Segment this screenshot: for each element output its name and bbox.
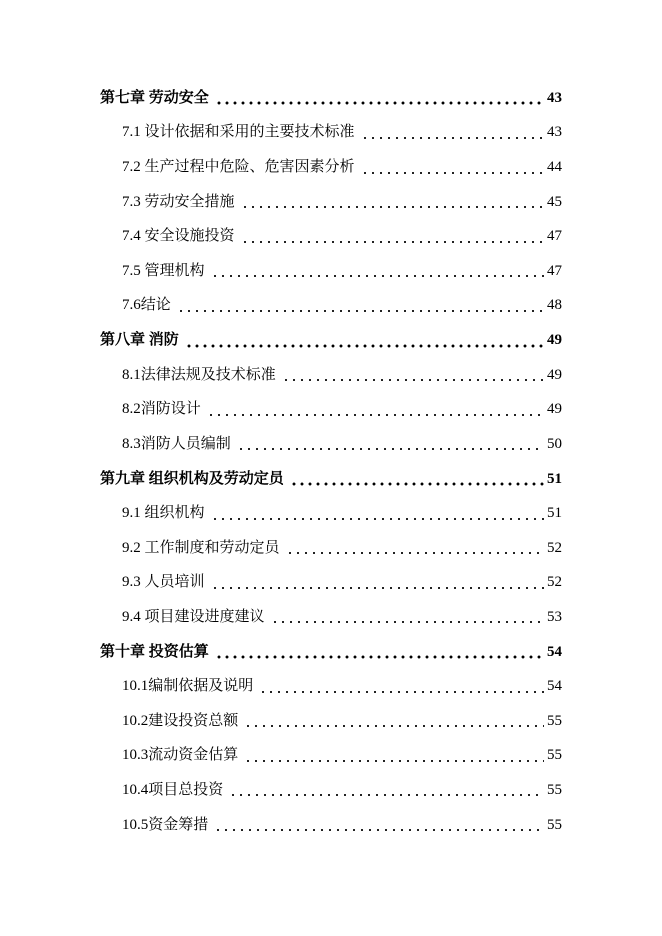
toc-page-number: 53 — [547, 608, 562, 625]
dot-leader — [214, 828, 544, 832]
dot-leader — [185, 344, 544, 348]
toc-page-number: 49 — [547, 366, 562, 383]
dot-leader — [361, 136, 544, 140]
toc-page-number: 55 — [547, 781, 562, 798]
toc-entry-title: 10.1编制依据及说明 — [122, 678, 254, 695]
toc-entry-title: 8.3消防人员编制 — [122, 435, 231, 452]
dot-leader — [290, 482, 544, 486]
toc-page-number: 48 — [547, 297, 562, 314]
toc-entry-title: 7.2 生产过程中危险、危害因素分析 — [122, 159, 355, 176]
toc-entry-title: 10.3流动资金估算 — [122, 747, 239, 764]
dot-leader — [244, 759, 544, 763]
toc-section-7-5[interactable] — [100, 254, 562, 289]
dot-leader — [271, 620, 544, 624]
dot-leader — [177, 309, 544, 313]
dot-leader — [215, 655, 544, 659]
dot-leader — [211, 586, 544, 590]
toc-entry-title: 第十章 投资估算 — [100, 643, 209, 660]
toc-entry-title: 9.4 项目建设进度建议 — [122, 608, 265, 625]
toc-page-number: 51 — [547, 505, 562, 522]
toc-page-number: 49 — [547, 401, 562, 418]
dot-leader — [361, 171, 544, 175]
toc-entry-title: 10.5资金筹措 — [122, 816, 209, 833]
toc-section-10-2[interactable] — [100, 704, 562, 739]
toc-section-9-4[interactable] — [100, 600, 562, 635]
toc-entry-title: 9.1 组织机构 — [122, 505, 205, 522]
toc-section-8-2[interactable] — [100, 392, 562, 427]
toc-page-number: 51 — [547, 470, 562, 487]
toc-page-number: 49 — [547, 332, 562, 349]
toc-entry-title: 7.4 安全设施投资 — [122, 228, 235, 245]
toc-page-number: 54 — [547, 678, 562, 695]
toc-chapter-8[interactable] — [100, 323, 562, 358]
toc-entry-title: 7.1 设计依据和采用的主要技术标准 — [122, 124, 355, 141]
toc-section-8-1[interactable] — [100, 358, 562, 393]
toc-chapter-7[interactable] — [100, 81, 562, 116]
dot-leader — [259, 690, 544, 694]
dot-leader — [286, 551, 544, 555]
dot-leader — [207, 413, 544, 417]
toc-page-number: 50 — [547, 435, 562, 452]
toc-page-number: 52 — [547, 539, 562, 556]
toc-section-10-5[interactable] — [100, 808, 562, 843]
toc-entry-title: 8.1法律法规及技术标准 — [122, 366, 276, 383]
toc-section-7-3[interactable] — [100, 185, 562, 220]
toc-chapter-9[interactable] — [100, 462, 562, 497]
toc-section-7-4[interactable] — [100, 219, 562, 254]
toc-section-10-3[interactable] — [100, 739, 562, 774]
dot-leader — [241, 240, 544, 244]
toc-entry-title: 第七章 劳动安全 — [100, 89, 209, 106]
dot-leader — [211, 274, 544, 278]
dot-leader — [229, 793, 544, 797]
toc-entry-title: 9.2 工作制度和劳动定员 — [122, 539, 280, 556]
toc-entry-title: 9.3 人员培训 — [122, 574, 205, 591]
toc-section-10-4[interactable] — [100, 773, 562, 808]
toc-section-8-3[interactable] — [100, 427, 562, 462]
toc-page-number: 55 — [547, 816, 562, 833]
toc-entry-title: 第八章 消防 — [100, 332, 179, 349]
toc-section-9-2[interactable] — [100, 531, 562, 566]
toc-section-10-1[interactable] — [100, 669, 562, 704]
toc-entry-title: 10.2建设投资总额 — [122, 712, 239, 729]
toc-section-7-2[interactable] — [100, 150, 562, 185]
toc-chapter-10[interactable] — [100, 635, 562, 670]
toc-page-number: 43 — [547, 124, 562, 141]
dot-leader — [241, 205, 544, 209]
toc-page-number: 52 — [547, 574, 562, 591]
toc-page-number: 47 — [547, 228, 562, 245]
table-of-contents — [100, 81, 562, 842]
toc-page-number: 45 — [547, 193, 562, 210]
toc-entry-title: 8.2消防设计 — [122, 401, 201, 418]
toc-entry-title: 第九章 组织机构及劳动定员 — [100, 470, 284, 487]
toc-page-number: 55 — [547, 712, 562, 729]
toc-section-7-6[interactable] — [100, 289, 562, 324]
toc-page-number: 44 — [547, 159, 562, 176]
toc-page-number: 43 — [547, 89, 562, 106]
toc-page-number: 54 — [547, 643, 562, 660]
toc-page-number: 55 — [547, 747, 562, 764]
toc-entry-title: 7.6结论 — [122, 297, 171, 314]
toc-entry-title: 7.3 劳动安全措施 — [122, 193, 235, 210]
toc-section-9-3[interactable] — [100, 566, 562, 601]
toc-section-9-1[interactable] — [100, 496, 562, 531]
toc-entry-title: 10.4项目总投资 — [122, 781, 224, 798]
dot-leader — [282, 378, 544, 382]
toc-entry-title: 7.5 管理机构 — [122, 262, 205, 279]
dot-leader — [215, 101, 544, 105]
dot-leader — [211, 517, 544, 521]
dot-leader — [244, 724, 544, 728]
toc-page-number: 47 — [547, 262, 562, 279]
toc-section-7-1[interactable] — [100, 116, 562, 151]
dot-leader — [237, 447, 544, 451]
